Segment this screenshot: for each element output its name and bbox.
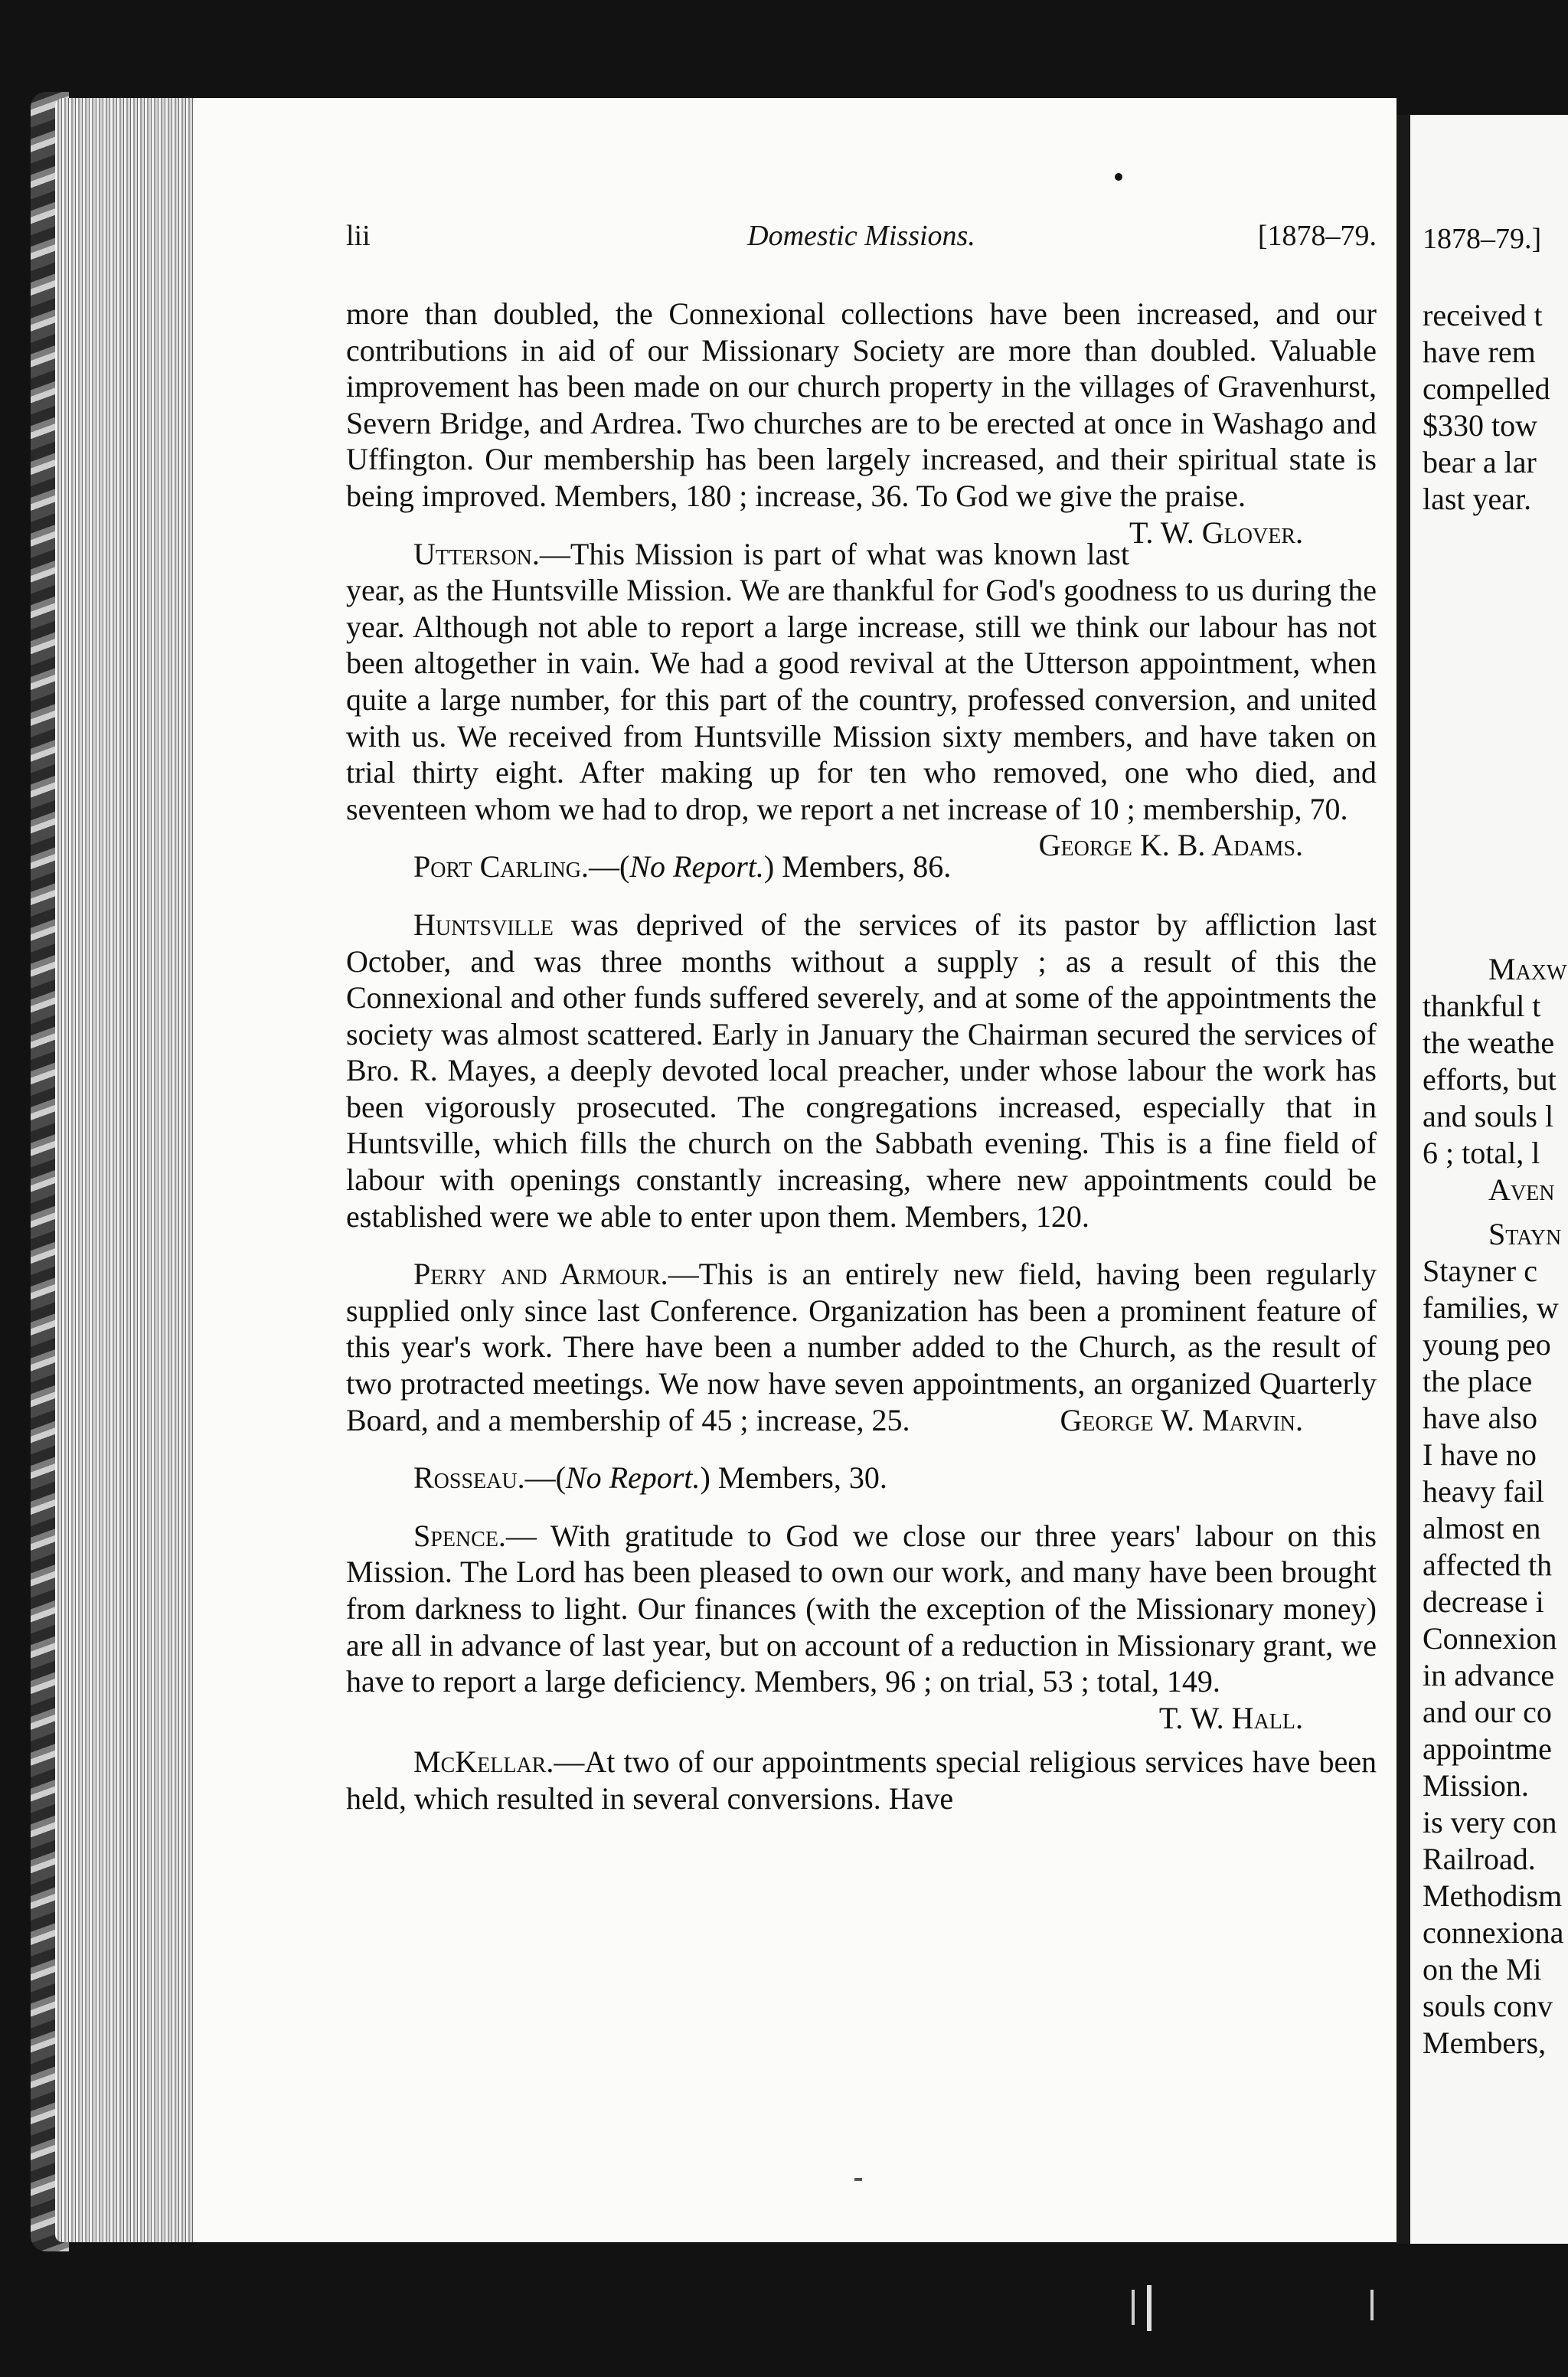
mission-heading: Perry and Armour. <box>413 1257 668 1292</box>
paragraph-continued <box>346 296 1377 550</box>
facing-page-year: 1878–79.] <box>1423 223 1542 255</box>
facing-page-line: last year. <box>1423 482 1532 516</box>
facing-page-line: Stayn <box>1488 1217 1562 1251</box>
facing-page-line: have also <box>1423 1401 1537 1435</box>
mission-report-huntsville <box>346 907 1377 1234</box>
facing-page-line: Members, <box>1423 2026 1547 2060</box>
signature: George K. B. Adams. <box>1038 828 1303 863</box>
facing-page-line: and souls l <box>1423 1099 1554 1133</box>
mission-report-utterson <box>346 536 1377 863</box>
no-report-note: No Report. <box>629 849 764 884</box>
facing-page-line: decrease i <box>1423 1584 1544 1619</box>
facing-page-line: Railroad. <box>1423 1842 1536 1876</box>
facing-page-line: heavy fail <box>1423 1474 1544 1509</box>
facing-page-line: young peo <box>1423 1327 1551 1362</box>
ink-speck <box>854 2178 862 2181</box>
facing-page-line: Connexion <box>1423 1621 1557 1656</box>
facing-page-line: bear a lar <box>1423 445 1537 479</box>
facing-page-line: almost en <box>1423 1511 1541 1545</box>
facing-page-line: on the Mi <box>1423 1952 1542 1986</box>
facing-page <box>1410 115 1568 2244</box>
facing-page-line: Stayner c <box>1423 1254 1537 1288</box>
paragraph-text: —This Mission is part of what was known last year, as the Huntsville Mission. We are thankful for God's goodness to us during the year. Although not able to report a large increase, still we think our labour has not been altogether in vain. We had a good revival at the Utterson appointment, when quite a large number, for this part of the country, professed conversion, and united with us. We received from Huntsville Mission sixty members, and have taken on trial thirty eight. After making up for ten who removed, one who died, and seventeen whom we had to drop, we report a net increase of 10 ; membership, 70. <box>346 536 1377 826</box>
signature-line <box>346 1700 1377 1737</box>
facing-page-line: I have no <box>1423 1437 1537 1472</box>
page-number: lii <box>346 220 371 252</box>
facing-page-line: 6 ; total, l <box>1423 1136 1540 1170</box>
facing-page-line: thankful t <box>1423 989 1541 1023</box>
facing-page-line: the weathe <box>1423 1025 1555 1060</box>
page-stack-edges <box>55 98 196 2242</box>
scan-artifact <box>1132 2290 1135 2325</box>
facing-page-line: the place <box>1423 1364 1533 1398</box>
scan-artifact <box>1147 2285 1152 2331</box>
mission-heading: Spence. <box>413 1518 506 1553</box>
dash: —( <box>524 1460 566 1496</box>
facing-page-line: Maxw <box>1488 952 1567 986</box>
mission-report-perry-and-armour <box>346 1256 1377 1438</box>
facing-page-line: families, w <box>1423 1290 1559 1325</box>
paragraph-text: more than doubled, the Connexional collections have been increased, and our contributions in aid of our Missionary Society are more than doubled. Valuable improvement has been made on our church property in the villages of Gravenhurst, Severn Bridge, and Ardrea. Two churches are to be erected at once in Washago and Uffington. Our membership has been largely increased, and their spiritual state is being improved. Members, 180 ; increase, 36. To God we give the praise. <box>346 296 1377 513</box>
signature: T. W. Hall. <box>1158 1700 1303 1735</box>
facing-page-line: Methodism <box>1423 1878 1563 1913</box>
facing-page-line: appointme <box>1423 1731 1552 1766</box>
mission-report-spence <box>346 1518 1377 1700</box>
paragraph-text: —At two of our appointments special religious services have been held, which resulted in several conversions. Have <box>346 1744 1377 1816</box>
facing-page-line: received t <box>1423 298 1543 332</box>
facing-page-line: and our co <box>1423 1695 1552 1729</box>
paragraph-text: was deprived of the services of its pastor by affliction last October, and was three months without a supply ; as a result of this the Connexional and other funds suffered severely, and at some of the appointments the society was almost scattered. Early in January the Chairman secured the services of Bro. R. Mayes, a deeply devoted local preacher, under whose labour the work has been vigorously prosecuted. The congregations increased, especially that in Huntsville, which fills the church on the Sabbath evening. This is a fine field of labour with openings constantly increasing, where new appointments could be established were we able to enter upon them. Members, 120. <box>346 907 1377 1234</box>
mission-report-rosseau <box>346 1460 1377 1496</box>
paragraph-text: ) Members, 30. <box>700 1460 887 1496</box>
mission-heading: Rosseau. <box>413 1460 525 1496</box>
facing-page-line: souls conv <box>1423 1989 1553 2023</box>
paragraph-text: —This is an entirely new field, having been regularly supplied only since last Conference. Organization has been a prominent feature of this year's work. There have been a number added to the Church, as the result of two protracted meetings. We now have seven appointments, an organized Quarterly Board, and a membership of 45 ; increase, 25. <box>346 1257 1377 1437</box>
running-head <box>346 219 1377 265</box>
mission-report-mckellar <box>346 1744 1377 1816</box>
mission-heading: Huntsville <box>413 907 554 942</box>
page-title: Domestic Missions. <box>747 220 975 252</box>
facing-page-line: $330 tow <box>1423 408 1537 443</box>
mission-heading: Port Carling. <box>413 849 590 884</box>
facing-page-line: connexiona <box>1423 1915 1564 1950</box>
facing-page-line: compelled <box>1423 371 1550 406</box>
paragraph-text: — With gratitude to God we close our three years' labour on this Mission. The Lord has been pleased to own our work, and many have been brought from darkness to light. Our finances (with the exception of the Missionary money) are all in advance of last year, but on account of a reduction in Missionary grant, we have to report a large deficiency. Members, 96 ; on trial, 53 ; total, 149. <box>346 1518 1377 1699</box>
facing-page-line: have rem <box>1423 335 1536 369</box>
facing-page-line: efforts, but <box>1423 1062 1557 1097</box>
mission-heading: McKellar. <box>413 1744 554 1780</box>
facing-page-line: in advance <box>1423 1658 1555 1692</box>
facing-page-line: Mission. <box>1423 1768 1529 1803</box>
signature: T. W. Glover. <box>1129 515 1303 550</box>
facing-page-line: is very con <box>1423 1805 1557 1839</box>
paragraph-text: ) Members, 86. <box>763 849 952 884</box>
facing-page-line: Aven <box>1488 1172 1555 1207</box>
no-report-note: No Report. <box>565 1460 701 1496</box>
facing-page-line: affected th <box>1423 1548 1553 1582</box>
ink-speck <box>1115 173 1122 181</box>
header-year: [1878–79. <box>1257 220 1377 252</box>
mission-heading: Utterson. <box>413 536 540 571</box>
main-text <box>346 296 1377 1817</box>
scan-artifact <box>1370 2290 1374 2320</box>
signature: George W. Marvin. <box>1060 1402 1303 1437</box>
book-gutter <box>1396 115 1410 2244</box>
dash: —( <box>589 849 630 884</box>
